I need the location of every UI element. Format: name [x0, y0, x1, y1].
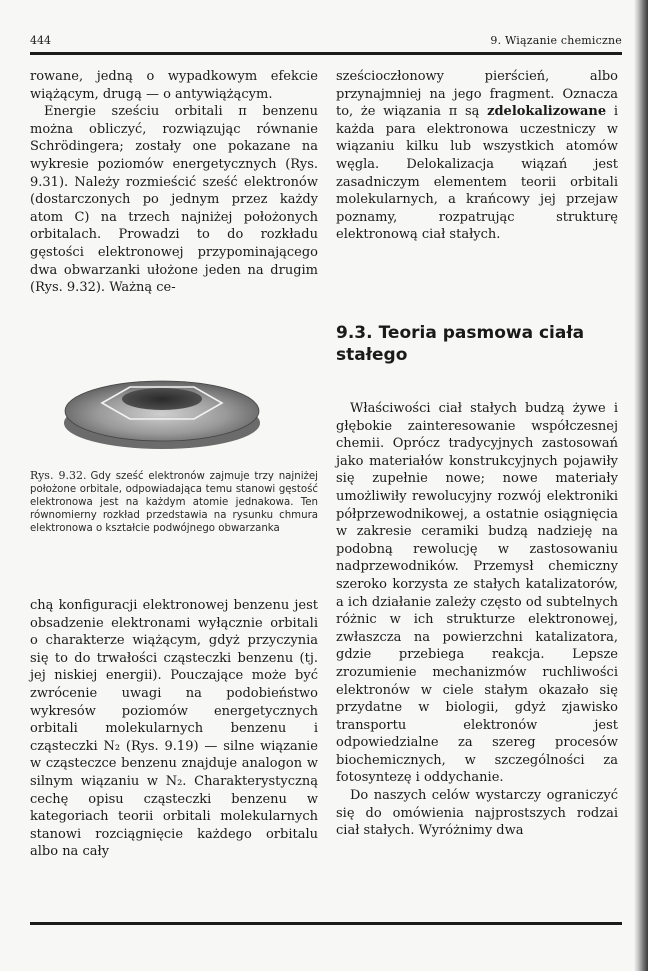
- section-heading: [336, 322, 618, 366]
- right-column-top: [336, 68, 618, 244]
- bold-term-zdelokalizowane: zdelokalizowane: [487, 104, 607, 120]
- paragraph-solids-types: Do naszych celów wystarczy ograniczyć się do omówienia najprostszych rodzai ciał stałych. Wyróżnimy dwa: [336, 788, 618, 839]
- footer-rule: [30, 922, 622, 925]
- paragraph-continuation: rowane, jedną o wypadkowym efekcie wiążącym, drugą — o antywiążącym.: [30, 69, 318, 102]
- page-edge-shadow: [634, 0, 648, 971]
- figure-benzene-electron-cloud: [62, 371, 262, 451]
- figure-label: Rys. 9.32.: [30, 469, 87, 482]
- right-column-bottom: [336, 400, 618, 840]
- left-column-top: [30, 68, 318, 297]
- page-header: [30, 34, 622, 50]
- figure-caption: [30, 470, 318, 536]
- page-number: 444: [30, 34, 51, 47]
- text-run: sześcioczłonowy pierścień, albo przynajmniej na jego fragment. Oznacza to, że wiązania π są: [336, 69, 618, 120]
- paragraph-delocalization: [336, 68, 618, 244]
- paragraph-benzene-energies: Energie sześciu orbitali π benzenu można obliczyć, rozwiązując równanie Schrödingera; zostały one pokazane na wykresie poziomów energetycznych (Rys. 9.31). Należy rozmieścić sześć elektronów (dostarczonych po jednym przez każdy atom C) na trzech najniżej położonych orbitalach. Prowadzi to do rozkładu gęstości elektronowej przypominającego dwa obwarzanki ułożone jeden na drugim (Rys. 9.32). Ważną ce-: [30, 104, 318, 296]
- left-column-bottom: [30, 597, 318, 861]
- double-torus-illustration: [62, 371, 262, 451]
- paragraph-solids-intro: Właściwości ciał stałych budzą żywe i głębokie zainteresowanie współczesnej chemii. Oprócz tradycyjnych zastosowań jako materiałów konstrukcyjnych pojawiły się zupełnie nowe; nowe materiały umożliwiły rewolucyjny rozwój elektroniki półprzewodnikowej, a ostatnie osiągnięcia w zakresie ceramiki budzą nadzieję na podobną rewolucję w zastosowaniu nadprzewodników. Przemysł chemiczny szeroko korzysta ze stałych katalizatorów, a ich działanie zależy często od subtelnych różnic w ich strukturze elektronowej, zwłaszcza na powierzchni katalizatora, gdzie przebiega reakcja. Lepsze zrozumienie mechanizmów ruchliwości elektronów w ciele stałym okazało się przydatne w biologii, gdyż zjawisko transportu elektronów jest odpowiedzialne za szereg procesów biochemicznych, w szczególności za fotosyntezę i oddychanie.: [336, 401, 618, 786]
- figure-caption-text: Gdy sześć elektronów zajmuje trzy najniżej położone orbitale, odpowiadająca temu stanowi gęstość elektronowa jest na każdym atomie jednakowa. Ten równomierny rozkład przedstawia na rysunku chmura elektronowa o kształcie podwójnego obwarzanka: [30, 471, 318, 534]
- header-rule: [30, 52, 622, 55]
- section-title: Teoria pasmowa ciała stałego: [336, 323, 585, 365]
- text-run: i każda para elektronowa uczestniczy w wiązaniu kilku lub wszystkich atomów węgla. Delokalizacja wiązań jest zasadniczym elementem teorii orbitali molekularnych, a krańcowy jej przejaw poznamy, rozpatrując strukturę elektronową ciał stałych.: [336, 104, 618, 243]
- section-number: 9.3.: [336, 323, 373, 343]
- paragraph-benzene-bonding: chą konfiguracji elektronowej benzenu jest obsadzenie elektronami wyłącznie orbitali o charakterze wiążącym, gdyż przyczynia się to do trwałości cząsteczki benzenu (tj. jej niskiej energii). Pouczające może być zwrócenie uwagi na podobieństwo wykresów poziomów energetycznych orbitali molekularnych benzenu i cząsteczki N₂ (Rys. 9.19) — silne wiązanie w cząsteczce benzenu znajduje analogon w silnym wiązaniu w N₂. Charakterystyczną cechę opisu cząsteczki benzenu w kategoriach teorii orbitali molekularnych stanowi rozciągnięcie każdego orbitalu albo na cały: [30, 598, 318, 860]
- running-head-chapter: 9. Wiązanie chemiczne: [490, 34, 622, 47]
